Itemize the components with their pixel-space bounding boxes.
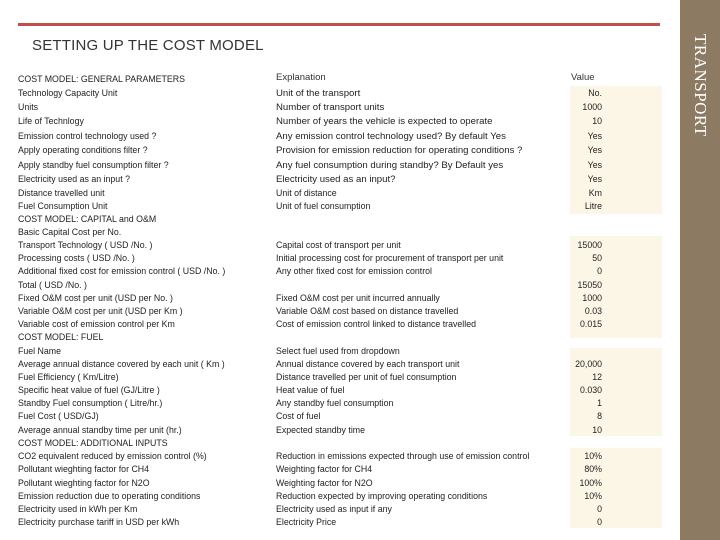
explanation-text: Distance travelled per unit of fuel consumption (276, 372, 457, 382)
explanation-text: Reduction in emissions expected through use of emission control (276, 451, 530, 461)
explanation-text: Initial processing cost for procurement of transport per unit (276, 253, 504, 263)
table-row (0, 424, 662, 437)
table-row (0, 73, 662, 86)
parameter-label: Electricity used as an input ? (18, 174, 130, 184)
table-row (0, 101, 662, 114)
table-row (0, 115, 662, 128)
parameter-label: Standby Fuel consumption ( Litre/hr.) (18, 398, 163, 408)
parameter-label: Pollutant wieghting factor for CH4 (18, 464, 150, 474)
parameter-label: Fuel Efficiency ( Km/Litre) (18, 372, 119, 382)
side-label: TRANSPORT (691, 34, 710, 137)
explanation-text: Weighting factor for N2O (276, 478, 373, 488)
explanation-text: Variable O&M cost based on distance travelled (276, 306, 459, 316)
page-title: SETTING UP THE COST MODEL (32, 37, 264, 54)
table-row (0, 437, 662, 450)
value-cell: Yes (587, 145, 602, 155)
title-rule (18, 23, 660, 26)
value-cell: Yes (587, 174, 602, 184)
explanation-text: Electricity used as an input? (276, 174, 396, 185)
parameter-label: Pollutant wieghting factor for N2O (18, 478, 150, 488)
value-cell: 10% (584, 451, 602, 461)
table-row (0, 490, 662, 503)
table-row (0, 384, 662, 397)
explanation-text: Select fuel used from dropdown (276, 346, 400, 356)
parameter-label: Distance travelled unit (18, 188, 105, 198)
explanation-text: Any emission control technology used? By default Yes (276, 131, 506, 142)
value-cell: 0 (597, 266, 602, 276)
value-cell: 15050 (577, 280, 602, 290)
explanation-text: Any standby fuel consumption (276, 398, 394, 408)
explanation-text: Capital cost of transport per unit (276, 240, 401, 250)
table-row (0, 397, 662, 410)
parameter-label: Apply standby fuel consumption filter ? (18, 160, 169, 170)
explanation-text: Expected standby time (276, 425, 365, 435)
parameter-label: Transport Technology ( USD /No. ) (18, 240, 153, 250)
parameter-label: Electricity used in kWh per Km (18, 504, 138, 514)
value-cell: Yes (587, 131, 602, 141)
table-row (0, 130, 662, 143)
parameter-label: Emission reduction due to operating conditions (18, 491, 201, 501)
parameter-label: Electricity purchase tariff in USD per kWh (18, 517, 180, 527)
table-row (0, 463, 662, 476)
parameter-label: Fuel Consumption Unit (18, 201, 108, 211)
explanation-text: Cost of fuel (276, 411, 321, 421)
table-row (0, 200, 662, 213)
parameter-label: Technology Capacity Unit (18, 88, 118, 98)
table-row (0, 410, 662, 423)
parameter-label: Basic Capital Cost per No. (18, 227, 122, 237)
value-cell: 10 (592, 425, 602, 435)
table-row (0, 159, 662, 172)
explanation-text: Reduction expected by improving operating conditions (276, 491, 488, 501)
parameter-label: Specific heat value of fuel (GJ/Litre ) (18, 385, 160, 395)
explanation-text: Any fuel consumption during standby? By Default yes (276, 160, 504, 171)
table-row (0, 279, 662, 292)
explanation-text: Electricity used as input if any (276, 504, 392, 514)
table-row (0, 87, 662, 100)
parameter-label: Apply operating conditions filter ? (18, 145, 148, 155)
table-row (0, 252, 662, 265)
table-row (0, 450, 662, 463)
explanation-text: Unit of distance (276, 188, 337, 198)
value-cell: 50 (592, 253, 602, 263)
table-row (0, 213, 662, 226)
parameter-label: COST MODEL: GENERAL PARAMETERS (18, 74, 186, 84)
parameter-label: Life of Technlogy (18, 116, 84, 126)
parameter-label: Additional fixed cost for emission control ( USD /No. ) (18, 266, 226, 276)
value-cell: 15000 (577, 240, 602, 250)
table-row (0, 358, 662, 371)
value-cell: 1000 (582, 102, 602, 112)
explanation-text: Cost of emission control linked to distance travelled (276, 319, 476, 329)
value-cell: 0 (597, 504, 602, 514)
parameter-label: Units (18, 102, 39, 112)
parameter-label: Processing costs ( USD /No. ) (18, 253, 135, 263)
table-row (0, 187, 662, 200)
explanation-text: Any other fixed cost for emission control (276, 266, 432, 276)
value-cell: 12 (592, 372, 602, 382)
value-cell: 20,000 (575, 359, 602, 369)
value-cell: 0.030 (579, 385, 602, 395)
table-row (0, 305, 662, 318)
value-cell: 1 (597, 398, 602, 408)
parameter-label: CO2 equivalent reduced by emission control (%) (18, 451, 207, 461)
table-row (0, 144, 662, 157)
explanation-header: Explanation (276, 72, 326, 83)
explanation-text: Electricity Price (276, 517, 337, 527)
table-row (0, 345, 662, 358)
table-row (0, 318, 662, 331)
parameter-label: Variable O&M cost per unit (USD per Km ) (18, 306, 183, 316)
value-cell: 80% (584, 464, 602, 474)
explanation-text: Provision for emission reduction for operating conditions ? (276, 145, 523, 156)
explanation-text: Number of years the vehicle is expected to operate (276, 116, 493, 127)
value-cell: 0.015 (579, 319, 602, 329)
explanation-text: Unit of fuel consumption (276, 201, 371, 211)
parameter-label: Average annual standby time per unit (hr.) (18, 425, 182, 435)
explanation-text: Unit of the transport (276, 88, 361, 99)
parameter-label: Total ( USD /No. ) (18, 280, 87, 290)
value-cell: 0 (597, 517, 602, 527)
value-cell: Km (588, 188, 602, 198)
parameter-label: COST MODEL: FUEL (18, 332, 104, 342)
parameter-label: Emission control technology used ? (18, 131, 157, 141)
value-cell: No. (588, 88, 602, 98)
parameter-label: Fixed O&M cost per unit (USD per No. ) (18, 293, 173, 303)
value-cell: 0.03 (584, 306, 602, 316)
parameter-label: Fuel Name (18, 346, 62, 356)
table-row (0, 331, 662, 344)
table-row (0, 226, 662, 239)
value-header: Value (571, 72, 595, 83)
table-row (0, 477, 662, 490)
explanation-text: Weighting factor for CH4 (276, 464, 373, 474)
table-row (0, 239, 662, 252)
value-cell: 100% (579, 478, 602, 488)
parameter-label: COST MODEL: ADDITIONAL INPUTS (18, 438, 168, 448)
value-cell: Yes (587, 160, 602, 170)
table-row (0, 516, 662, 529)
parameter-label: Fuel Cost ( USD/GJ) (18, 411, 99, 421)
value-cell: 1000 (582, 293, 602, 303)
explanation-text: Fixed O&M cost per unit incurred annually (276, 293, 440, 303)
parameter-label: Average annual distance covered by each unit ( Km ) (18, 359, 225, 369)
explanation-text: Heat value of fuel (276, 385, 345, 395)
table-row (0, 292, 662, 305)
value-cell: Litre (584, 201, 602, 211)
explanation-text: Annual distance covered by each transport unit (276, 359, 460, 369)
parameter-label: COST MODEL: CAPITAL and O&M (18, 214, 157, 224)
table-row (0, 503, 662, 516)
table-row (0, 173, 662, 186)
table-row (0, 265, 662, 278)
parameter-label: Variable cost of emission control per Km (18, 319, 175, 329)
value-cell: 10% (584, 491, 602, 501)
value-cell: 8 (597, 411, 602, 421)
explanation-text: Number of transport units (276, 102, 385, 113)
table-row (0, 371, 662, 384)
value-cell: 10 (592, 116, 602, 126)
